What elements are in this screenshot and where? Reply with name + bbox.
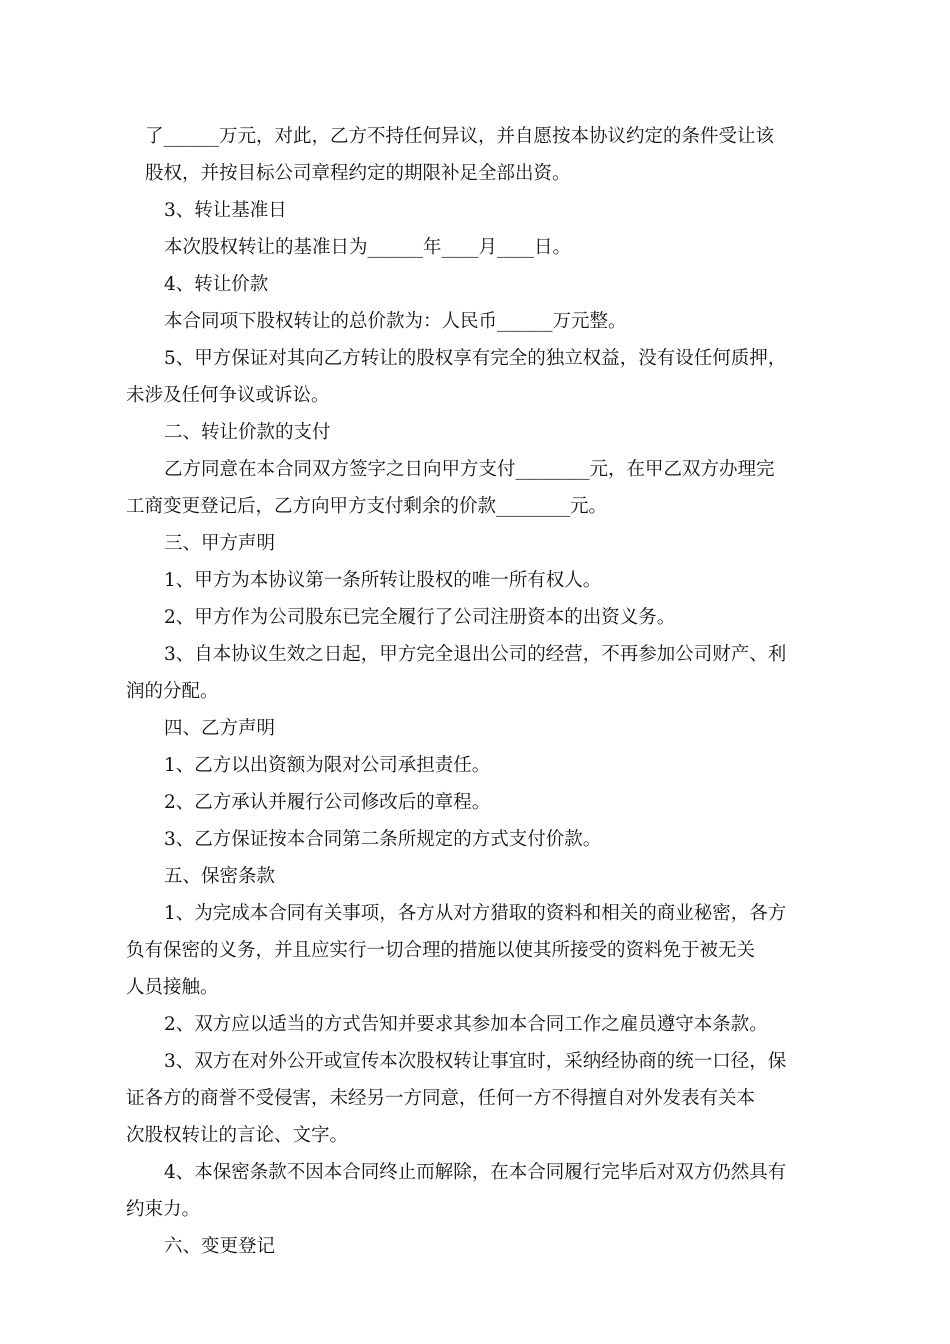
paragraph-party-a-guarantee (126, 340, 810, 414)
text-line: 2、甲方作为公司股东已完全履行了公司注册资本的出资义务。 (164, 607, 676, 628)
text-line: 六、变更登记 (164, 1236, 276, 1257)
heading-party-b-statement (145, 710, 810, 747)
text-line: 3、乙方保证按本合同第二条所规定的方式支付价款。 (164, 829, 602, 850)
paragraph-confidentiality-item-1 (126, 895, 810, 1006)
text-line: 本合同项下股权转让的总价款为：人民币______万元整。 (164, 311, 627, 332)
text-line: 1、甲方为本协议第一条所转让股权的唯一所有权人。 (164, 570, 602, 591)
paragraph-base-date (145, 229, 810, 266)
text-line: 1、乙方以出资额为限对公司承担责任。 (164, 755, 491, 776)
paragraph-total-price (145, 303, 810, 340)
heading-payment (145, 414, 810, 451)
text-line: 证各方的商誉不受侵害，未经另一方同意，任何一方不得擅自对外发表有关本 (126, 1088, 756, 1109)
paragraph-party-b-item-3 (145, 821, 810, 858)
paragraph-party-b-item-1 (145, 747, 810, 784)
heading-change-registration (145, 1228, 810, 1265)
paragraph-payment-terms (126, 451, 810, 525)
text-line: 二、转让价款的支付 (164, 422, 331, 443)
paragraph-party-a-item-1 (145, 562, 810, 599)
text-line: 了______万元，对此，乙方不持任何异议，并自愿按本协议约定的条件受让该 (145, 126, 775, 147)
heading-transfer-base-date (145, 192, 810, 229)
heading-party-a-statement (145, 525, 810, 562)
heading-confidentiality (145, 858, 810, 895)
paragraph-party-a-item-2 (145, 599, 810, 636)
text-line: 负有保密的义务，并且应实行一切合理的措施以使其所接受的资料免于被无关 (126, 940, 756, 961)
document-page (126, 118, 810, 1265)
paragraph-confidentiality-item-4 (126, 1154, 810, 1228)
text-line: 4、转让价款 (164, 274, 269, 295)
text-line: 约束力。 (126, 1199, 201, 1220)
paragraph-confidentiality-item-2 (145, 1006, 810, 1043)
text-line: 2、双方应以适当的方式告知并要求其参加本合同工作之雇员遵守本条款。 (164, 1014, 768, 1035)
text-line: 4、本保密条款不因本合同终止而解除，在本合同履行完毕后对双方仍然具有 (164, 1162, 787, 1183)
text-line: 人员接触。 (126, 977, 219, 998)
text-line: 未涉及任何争议或诉讼。 (126, 385, 330, 406)
paragraph-confidentiality-item-3 (126, 1043, 810, 1154)
paragraph-party-a-item-3 (126, 636, 810, 710)
text-line: 5、甲方保证对其向乙方转让的股权享有完全的独立权益，没有设任何质押， (164, 348, 787, 369)
text-line: 本次股权转让的基准日为______年____月____日。 (164, 237, 572, 258)
text-line: 四、乙方声明 (164, 718, 276, 739)
heading-transfer-price (145, 266, 810, 303)
text-line: 3、转让基准日 (164, 200, 287, 221)
text-line: 三、甲方声明 (164, 533, 276, 554)
paragraph-party-b-item-2 (145, 784, 810, 821)
text-line: 1、为完成本合同有关事项，各方从对方猎取的资料和相关的商业秘密，各方 (164, 903, 787, 924)
text-line: 乙方同意在本合同双方签字之日向甲方支付________元，在甲乙双方办理完 (164, 459, 775, 480)
text-line: 工商变更登记后，乙方向甲方支付剩余的价款________元。 (126, 496, 608, 517)
text-line: 五、保密条款 (164, 866, 276, 887)
paragraph-remaining-capital (145, 118, 810, 192)
text-line: 次股权转让的言论、文字。 (126, 1125, 349, 1146)
text-line: 2、乙方承认并履行公司修改后的章程。 (164, 792, 491, 813)
text-line: 3、双方在对外公开或宣传本次股权转让事宜时，采纳经协商的统一口径，保 (164, 1051, 787, 1072)
text-line: 润的分配。 (126, 681, 219, 702)
text-line: 股权，并按目标公司章程约定的期限补足全部出资。 (145, 163, 571, 184)
text-line: 3、自本协议生效之日起，甲方完全退出公司的经营，不再参加公司财产、利 (164, 644, 787, 665)
